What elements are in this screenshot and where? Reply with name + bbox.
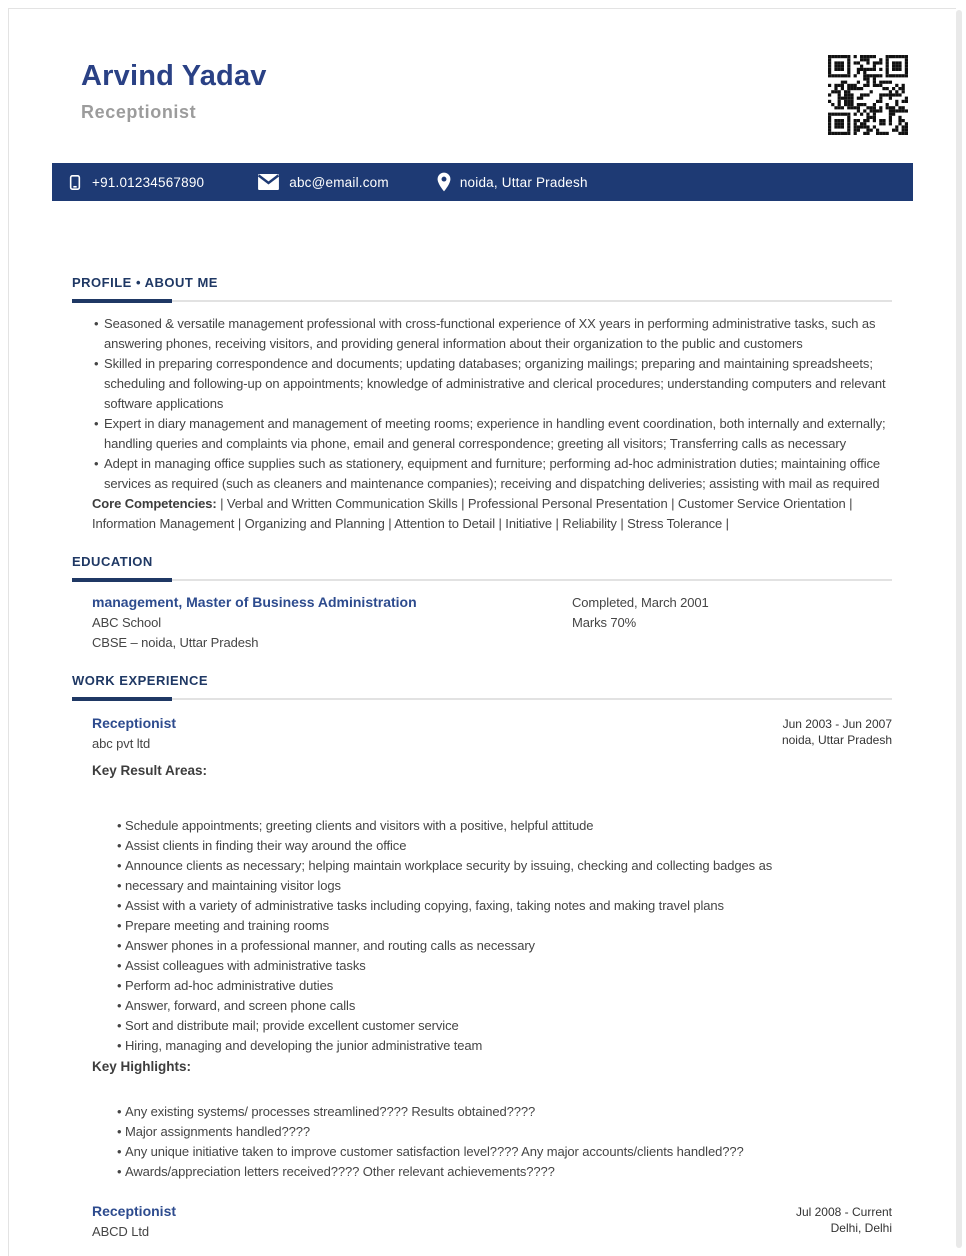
contact-location: [437, 172, 588, 192]
list-item: • Assist clients in finding their way around the office: [117, 836, 892, 856]
job-location: noida, Uttar Pradesh: [781, 733, 892, 747]
section-divider: [72, 300, 892, 302]
job-dates: Jun 2003 - Jun 2007: [782, 717, 892, 731]
marks: Marks 70%: [572, 615, 637, 630]
list-item: • Hiring, managing and developing the junior administrative team: [117, 1036, 892, 1056]
location-text: noida, Uttar Pradesh: [459, 174, 588, 190]
education-left-column: [92, 593, 572, 653]
contact-email: [257, 173, 389, 191]
list-item: • Any unique initiative taken to improve customer satisfaction level???? Any major accounts/clients handled???: [117, 1142, 892, 1162]
education-entry: [92, 593, 892, 653]
list-item: • Skilled in preparing correspondence and documents; updating databases; organizing mailings; preparing and maintaining spreadsheets; scheduling and following-up on appointments; knowledge of administrative and clerical procedures; understanding computers and relevant software applications: [94, 354, 892, 414]
section-heading-profile: PROFILE • ABOUT ME: [72, 275, 218, 290]
section-heading-work: WORK EXPERIENCE: [72, 673, 209, 688]
job-title: Receptionist: [92, 715, 177, 731]
list-item: • Adept in managing office supplies such as stationery, equipment and furniture; performing ad-hoc administration duties; maintaining office services as required (such as cleaners and maintenance companies); receiving and dispatching deliveries; assisting with mail as required: [94, 454, 892, 494]
job-entry-header: [72, 1202, 892, 1242]
board-location: CBSE – noida, Uttar Pradesh: [92, 635, 259, 650]
list-item: • Any existing systems/ processes streamlined???? Results obtained????: [117, 1102, 892, 1122]
job-entry-header: [72, 714, 892, 754]
list-item: • Expert in diary management and management of meeting rooms; experience in handling event coordination, both internally and externally; handling queries and complaints via phone, email and general correspondence; greeting all visitors; Transferring calls as necessary: [94, 414, 892, 454]
map-pin-icon: [437, 172, 451, 192]
job-right: [782, 714, 892, 754]
mobile-phone-icon: [67, 172, 83, 193]
list-item: • Prepare meeting and training rooms: [117, 916, 892, 936]
job-company: ABCD Ltd: [92, 1224, 150, 1239]
list-item: • necessary and maintaining visitor logs: [117, 876, 892, 896]
list-item: • Answer phones in a professional manner, and routing calls as necessary: [117, 936, 892, 956]
list-item: • Sort and distribute mail; provide excellent customer service: [117, 1016, 892, 1036]
envelope-icon: [257, 173, 280, 191]
key-result-areas-label: Key Result Areas:: [92, 763, 208, 778]
education-right-column: [572, 593, 709, 653]
list-item: • Announce clients as necessary; helping maintain workplace security by issuing, checking and collecting badges as: [117, 856, 892, 876]
completion-date: Completed, March 2001: [572, 595, 709, 610]
job-right: [796, 1202, 892, 1242]
candidate-name: Arvind Yadav: [81, 60, 267, 92]
job-dates: Jul 2008 - Current: [795, 1205, 892, 1219]
core-competencies-text: | Verbal and Written Communication Skills | Professional Personal Presentation | Customer Service Orientation | Information Management | Organizing and Planning | Attention to Detail | Initiative | Reliability | Stress Tolerance |: [92, 496, 853, 531]
key-result-areas-list: [117, 816, 892, 1056]
candidate-title: Receptionist: [81, 102, 197, 122]
section-divider: [72, 698, 892, 700]
job-title: Receptionist: [92, 1203, 177, 1219]
job-left: [92, 714, 176, 754]
list-item: • Major assignments handled????: [117, 1122, 892, 1142]
job-location: Delhi, Delhi: [830, 1221, 892, 1235]
phone-text: +91.01234567890: [92, 174, 205, 190]
key-highlights-label: Key Highlights:: [92, 1059, 192, 1074]
job-company: abc pvt ltd: [92, 736, 151, 751]
school-name: ABC School: [92, 615, 162, 630]
list-item: • Assist with a variety of administrative tasks including copying, faxing, taking notes and making travel plans: [117, 896, 892, 916]
email-text: abc@email.com: [289, 174, 389, 190]
list-item: • Awards/appreciation letters received???? Other relevant achievements????: [117, 1162, 892, 1182]
contact-phone: [67, 172, 204, 193]
list-item: • Answer, forward, and screen phone calls: [117, 996, 892, 1016]
job-left: [92, 1202, 176, 1242]
key-highlights-list: [117, 1102, 892, 1182]
contact-bar: [52, 163, 913, 201]
degree-title: management, Master of Business Administration: [92, 594, 417, 610]
list-item: • Assist colleagues with administrative tasks: [117, 956, 892, 976]
list-item: • Schedule appointments; greeting clients and visitors with a positive, helpful attitude: [117, 816, 892, 836]
core-competencies-label: Core Competencies:: [92, 496, 217, 511]
page-edge-right: [956, 10, 962, 1248]
section-heading-education: EDUCATION: [72, 554, 153, 569]
profile-bullet-list: [94, 314, 892, 494]
qr-code: [828, 55, 908, 135]
list-item: • Perform ad-hoc administrative duties: [117, 976, 892, 996]
core-competencies: [92, 494, 892, 534]
list-item: • Seasoned & versatile management professional with cross-functional experience of XX years in performing administrative tasks, such as answering phones, receiving visitors, and providing general information about their organization to the public and customers: [94, 314, 892, 354]
resume-content: [72, 275, 892, 1242]
page-edge-left: [8, 8, 9, 1256]
page-edge-top: [8, 8, 956, 9]
section-divider: [72, 579, 892, 581]
